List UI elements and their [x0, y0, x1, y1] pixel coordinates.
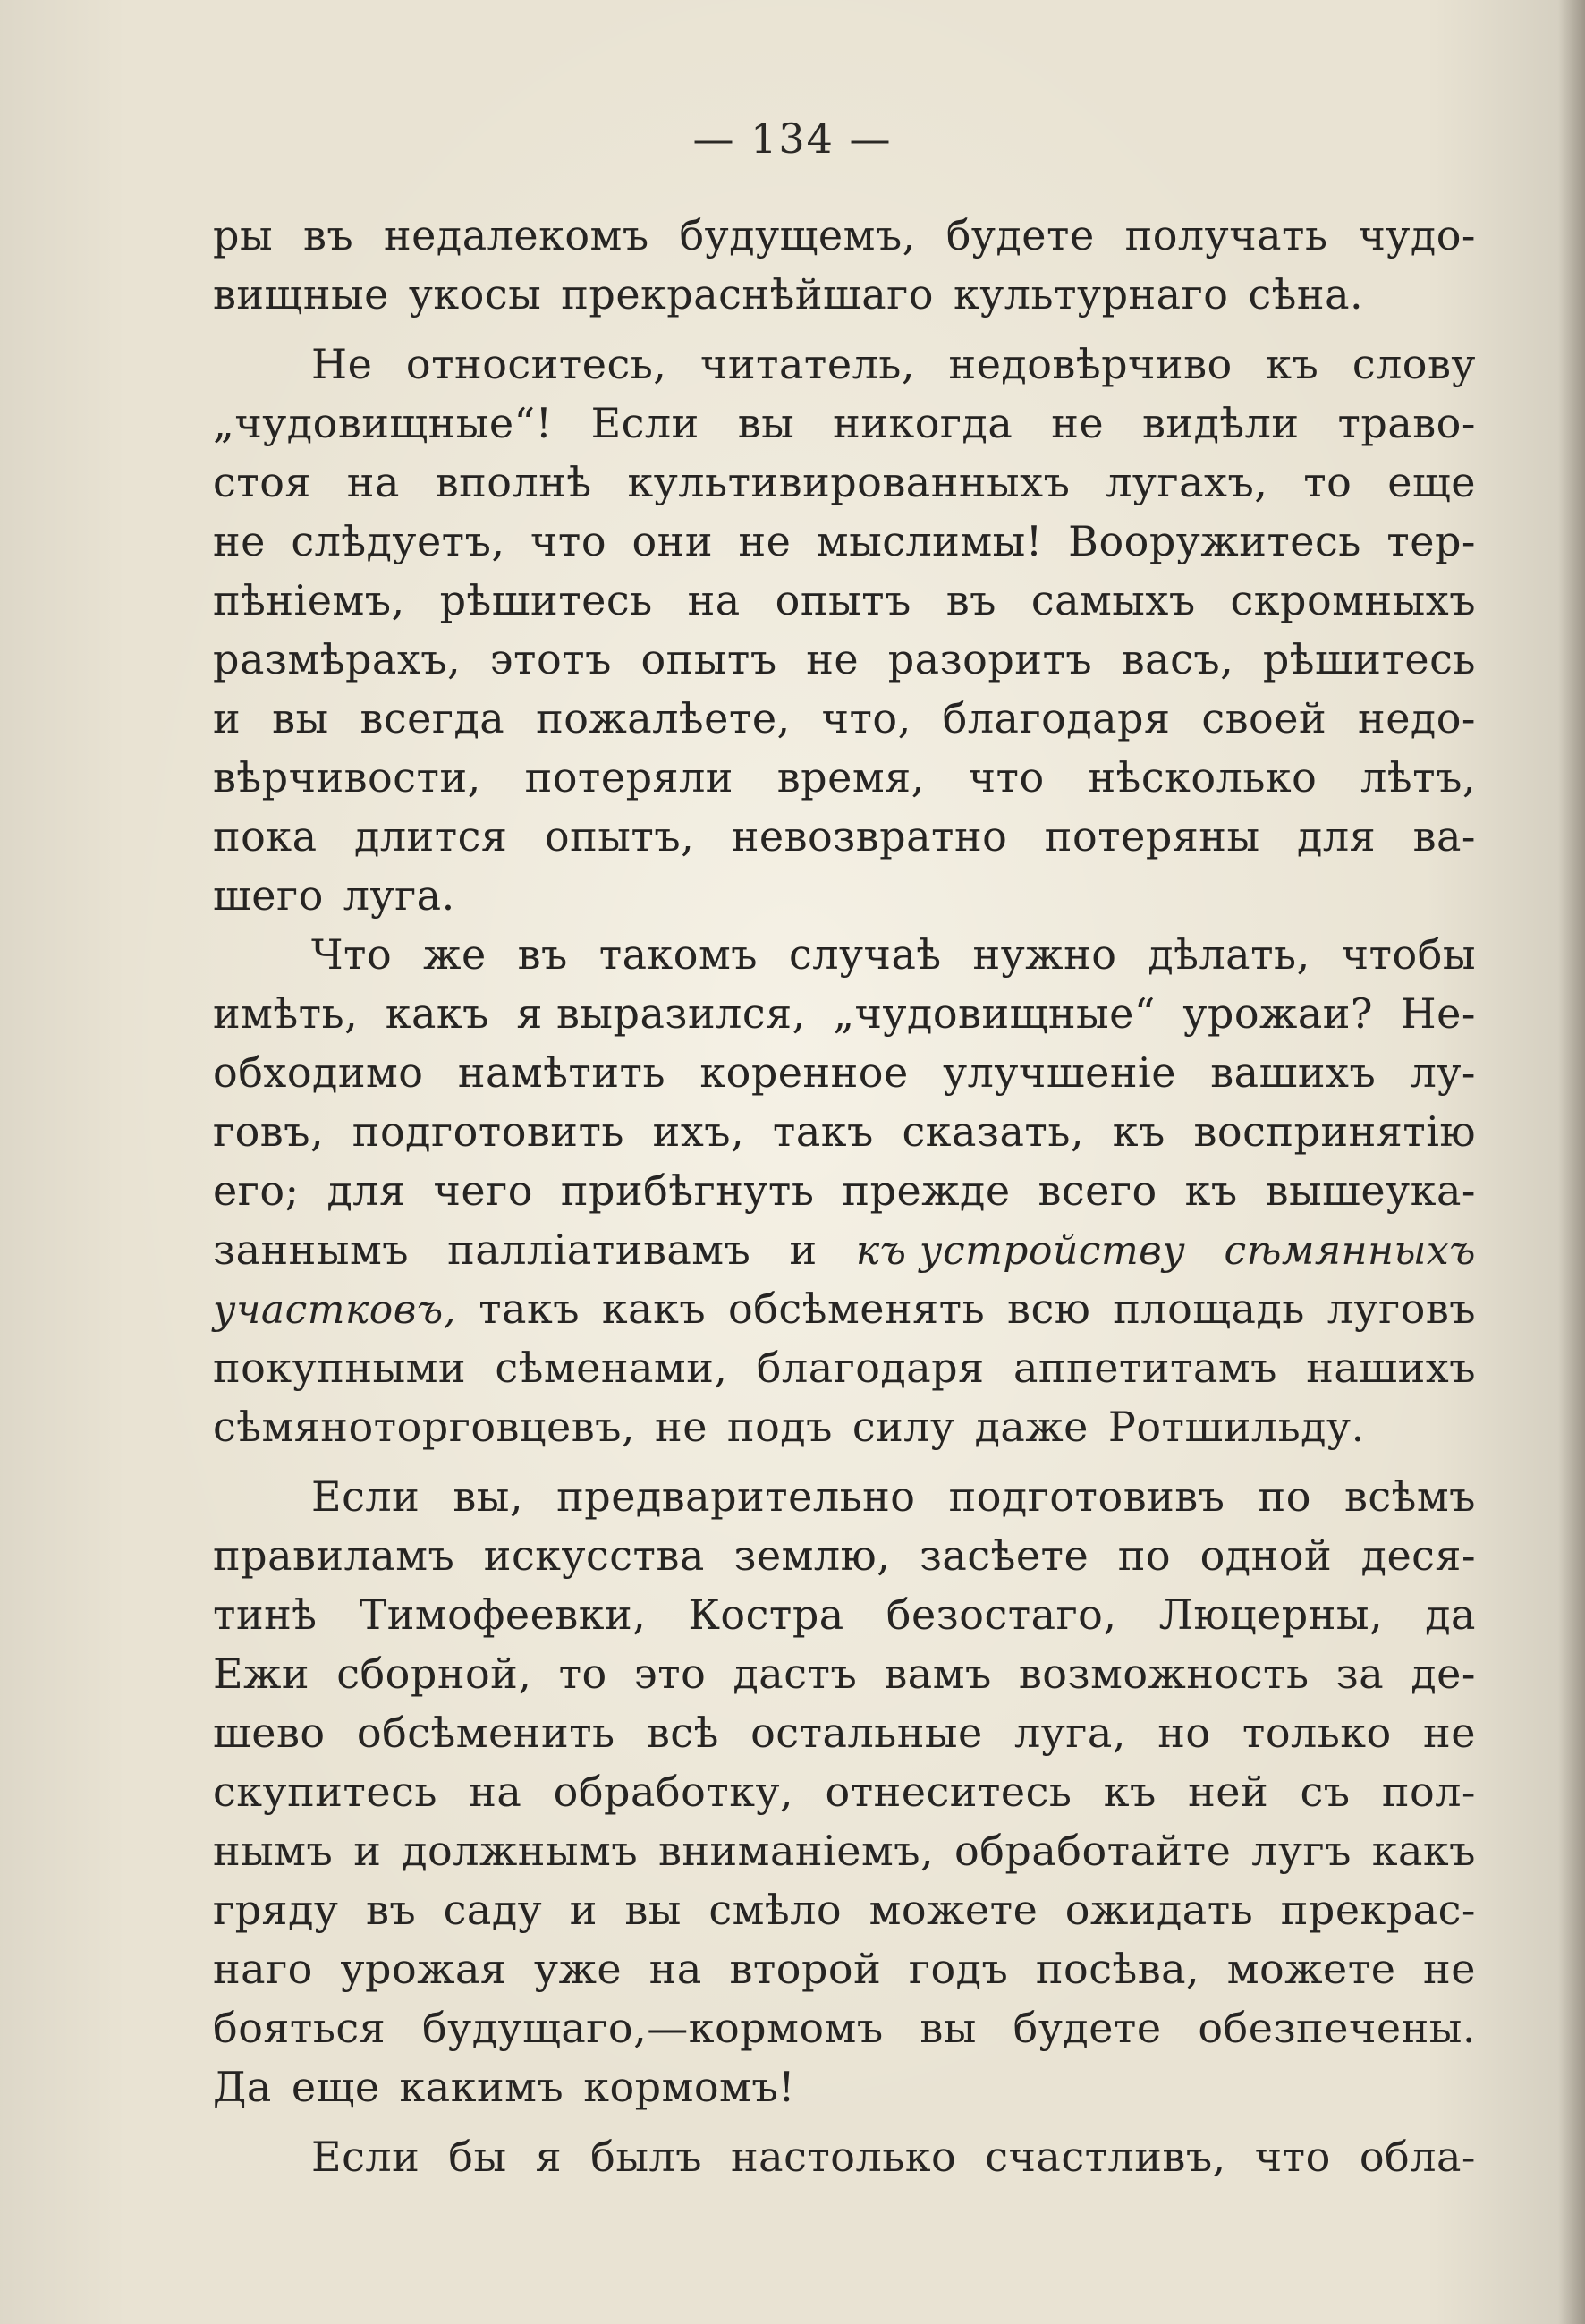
word: такъ: [479, 1285, 580, 1333]
word: скупитесь: [213, 1768, 437, 1816]
word: что: [968, 753, 1045, 802]
word: на: [687, 576, 741, 624]
text-line: [213, 1467, 1476, 1526]
word: должнымъ: [402, 1827, 639, 1875]
word: обсѣменять: [728, 1285, 986, 1333]
word: лугъ: [1251, 1827, 1352, 1875]
word: они: [631, 517, 713, 565]
word: покупными: [213, 1344, 467, 1392]
word: его;: [213, 1166, 300, 1215]
word: обработку,: [553, 1768, 794, 1816]
word: аппетитамъ: [1013, 1344, 1277, 1392]
word: слову: [1352, 340, 1476, 388]
word: искусства: [483, 1531, 705, 1580]
word: невозвратно: [731, 812, 1008, 861]
word: вы,: [453, 1472, 523, 1521]
word: бояться: [213, 2004, 386, 2052]
word: безостаго,: [886, 1590, 1117, 1639]
word: относитесь,: [405, 340, 667, 388]
word: Да: [213, 2063, 272, 2111]
word: урожаи?: [1182, 989, 1374, 1038]
text-line: [213, 748, 1476, 807]
word: какъ: [601, 1285, 707, 1333]
word: уже: [534, 1945, 623, 1993]
word: съ: [1300, 1768, 1351, 1816]
word: для: [326, 1166, 406, 1215]
word: вищные: [213, 270, 389, 318]
text-line: [213, 1279, 1476, 1338]
word: коренное: [699, 1048, 909, 1097]
text-line: [213, 866, 1476, 925]
word: вы: [272, 694, 329, 742]
text-line: [213, 925, 1476, 984]
word: разоритъ: [887, 635, 1093, 683]
text-line: [213, 1220, 1476, 1279]
word: правиламъ: [213, 1531, 455, 1580]
word: видѣли: [1142, 399, 1300, 447]
word: прибѣгнуть: [560, 1166, 815, 1215]
word: еще: [1387, 458, 1476, 506]
word: потеряны: [1044, 812, 1260, 861]
word: всю: [1007, 1285, 1091, 1333]
word: годъ: [908, 1945, 1009, 1993]
word: я выразился,: [516, 989, 806, 1038]
word: тинѣ: [213, 1590, 318, 1639]
word: подъ: [726, 1403, 833, 1451]
text-line: [213, 335, 1476, 394]
word: никогда: [833, 399, 1013, 447]
word: можете: [869, 1886, 1038, 1934]
word: то: [558, 1650, 607, 1698]
word: благодаря: [942, 694, 1171, 742]
word: вы: [920, 2004, 977, 2052]
word: сѣмяноторговцевъ,: [213, 1403, 636, 1451]
word: участковъ,: [213, 1287, 457, 1333]
word: можете: [1226, 1945, 1396, 1993]
word: и: [789, 1226, 818, 1274]
word: это: [633, 1650, 707, 1698]
text-line: [213, 1585, 1476, 1644]
word: не: [655, 1403, 708, 1451]
word: по: [1258, 1472, 1311, 1521]
word: же: [423, 930, 487, 979]
word: шего: [213, 871, 324, 920]
word: всего: [1038, 1166, 1157, 1215]
word: говъ,: [213, 1107, 325, 1156]
word: недовѣрчиво: [948, 340, 1233, 388]
word: Костра: [688, 1590, 844, 1639]
word: опытъ: [775, 576, 911, 624]
word: пока: [213, 812, 318, 861]
word: засѣете: [919, 1531, 1089, 1580]
word: обходимо: [213, 1048, 424, 1097]
word: получать: [1124, 211, 1328, 259]
word: не: [806, 635, 860, 683]
word: мыслимы!: [816, 517, 1043, 565]
text-line: [213, 1644, 1476, 1703]
text-line: [213, 1397, 1476, 1456]
word: размѣрахъ,: [213, 635, 462, 683]
word: Если: [590, 399, 699, 447]
word: улучшеніе: [943, 1048, 1176, 1097]
word: пол-: [1381, 1768, 1476, 1816]
text-line: [213, 630, 1476, 689]
text-line: [213, 689, 1476, 748]
text-line: [213, 1526, 1476, 1585]
word: культурнаго: [953, 270, 1229, 318]
word: „чудовищные“: [833, 989, 1156, 1038]
word: такомъ: [598, 930, 759, 979]
word: на: [469, 1768, 522, 1816]
text-line: [213, 1703, 1476, 1762]
word: на: [648, 1945, 702, 1993]
word: наго: [213, 1945, 313, 1993]
word: намѣтить: [457, 1048, 666, 1097]
text-line: [213, 206, 1476, 265]
word: обсѣменить: [356, 1709, 615, 1757]
word: что: [1254, 2133, 1331, 2181]
word: Ежи: [213, 1650, 310, 1698]
word: недо-: [1358, 694, 1476, 742]
word: но: [1157, 1709, 1211, 1757]
word: нымъ: [213, 1827, 334, 1875]
word: такъ: [772, 1107, 874, 1156]
word: вашихъ: [1210, 1048, 1377, 1097]
word: урожая: [340, 1945, 507, 1993]
word: даже: [974, 1403, 1089, 1451]
word: второй: [729, 1945, 882, 1993]
word: къ: [1266, 340, 1319, 388]
word: въ: [517, 930, 568, 979]
word: пожалѣете,: [536, 694, 791, 742]
word: къ: [1184, 1166, 1238, 1215]
word: луговъ: [1326, 1285, 1476, 1333]
text-line: [213, 1998, 1476, 2057]
word: Тимофеевки,: [359, 1590, 647, 1639]
word: рѣшитесь: [1262, 635, 1476, 683]
word: чтобы: [1341, 930, 1476, 979]
word: предварительно: [556, 1472, 916, 1521]
word: какъ: [385, 989, 489, 1038]
word: „чудовищные“!: [213, 399, 553, 447]
word: какимъ: [399, 2063, 564, 2111]
word: прежде: [842, 1166, 1011, 1215]
word: опытъ: [640, 635, 777, 683]
word: сборной,: [336, 1650, 532, 1698]
word: сѣмянныхъ: [1224, 1228, 1476, 1274]
word: не: [1423, 1945, 1476, 1993]
word: обла-: [1359, 2133, 1476, 2181]
word: ней: [1188, 1768, 1269, 1816]
word: я: [535, 2133, 563, 2181]
word: по: [1117, 1531, 1172, 1580]
word: сѣменами,: [495, 1344, 728, 1392]
word: прекрас-: [1280, 1886, 1476, 1934]
word: на: [346, 458, 400, 506]
word: нашихъ: [1306, 1344, 1476, 1392]
word: всѣмъ: [1344, 1472, 1476, 1521]
word: благодаря: [756, 1344, 985, 1392]
word: за: [1335, 1650, 1385, 1698]
text-line: [213, 1821, 1476, 1880]
word: дѣлать,: [1148, 930, 1310, 979]
word: деся-: [1360, 1531, 1476, 1580]
word: вамъ: [884, 1650, 992, 1698]
text-line: [213, 1161, 1476, 1220]
word: Не: [311, 340, 373, 388]
word: пѣніемъ,: [213, 576, 405, 624]
word: будущаго,—кормомъ: [421, 2004, 884, 2052]
word: стоя: [213, 458, 311, 506]
word: возможность: [1018, 1650, 1310, 1698]
word: и: [569, 1886, 598, 1934]
word: одной: [1199, 1531, 1333, 1580]
text-line: [213, 807, 1476, 866]
word: дастъ: [733, 1650, 858, 1698]
word: былъ: [590, 2133, 702, 2181]
word: время,: [776, 753, 925, 802]
word: шево: [213, 1709, 326, 1757]
word: рѣшитесь: [439, 576, 653, 624]
word: этотъ: [489, 635, 612, 683]
word: какъ: [1371, 1827, 1476, 1875]
word: землю,: [733, 1531, 891, 1580]
word: и: [353, 1827, 382, 1875]
word: Не-: [1400, 989, 1476, 1038]
word: длится: [354, 812, 508, 861]
word: сказать,: [902, 1107, 1085, 1156]
word: саду: [443, 1886, 543, 1934]
word: ры: [213, 211, 274, 259]
word: къ: [1112, 1107, 1165, 1156]
word: не: [1051, 399, 1105, 447]
word: случаѣ: [788, 930, 942, 979]
word: подготовить: [352, 1107, 624, 1156]
word: Если: [311, 1472, 420, 1521]
word: де-: [1411, 1650, 1476, 1698]
word: сѣна.: [1248, 270, 1364, 318]
word: къ устройству: [855, 1228, 1186, 1274]
word: лу-: [1410, 1048, 1476, 1097]
word: вниманіемъ,: [657, 1827, 935, 1875]
text-line: [213, 571, 1476, 630]
word: своей: [1201, 694, 1327, 742]
word: луга,: [1014, 1709, 1126, 1757]
word: въ: [945, 576, 996, 624]
word: тер-: [1386, 517, 1476, 565]
word: не: [738, 517, 792, 565]
word: чудо-: [1358, 211, 1476, 259]
word: что: [530, 517, 607, 565]
word: отнеситесь: [825, 1768, 1072, 1816]
word: къ: [1103, 1768, 1157, 1816]
word: васъ,: [1121, 635, 1234, 683]
word: силу: [852, 1403, 955, 1451]
word: вы: [624, 1886, 682, 1934]
text-line: [213, 512, 1476, 571]
page-number: — 134 —: [692, 115, 893, 163]
word: всѣ: [646, 1709, 719, 1757]
word: да: [1425, 1590, 1476, 1639]
body-text: [213, 206, 1476, 2186]
text-line: [213, 2057, 1476, 2116]
word: нѣсколько: [1088, 753, 1318, 802]
text-line: [213, 265, 1476, 324]
word: траво-: [1337, 399, 1476, 447]
word: для: [1297, 812, 1377, 861]
word: прекраснѣйшаго: [561, 270, 934, 318]
word: Ротшильду.: [1107, 1403, 1365, 1451]
word: скромныхъ: [1230, 576, 1476, 624]
word: что,: [821, 694, 911, 742]
text-line: [213, 1043, 1476, 1102]
word: вышеука-: [1265, 1166, 1476, 1215]
word: имѣть,: [213, 989, 359, 1038]
word: лѣтъ,: [1360, 753, 1476, 802]
word: Что: [311, 930, 393, 979]
word: подготовивъ: [948, 1472, 1225, 1521]
word: заннымъ: [213, 1226, 409, 1274]
word: обработайте: [954, 1827, 1232, 1875]
word: обезпечены.: [1198, 2004, 1476, 2052]
word: гряду: [213, 1886, 339, 1934]
word: будущемъ,: [679, 211, 916, 259]
word: культивированныхъ: [627, 458, 1071, 506]
word: и: [213, 694, 242, 742]
word: будете: [1013, 2004, 1162, 2052]
word: чего: [433, 1166, 533, 1215]
word: будете: [945, 211, 1095, 259]
text-line: [213, 984, 1476, 1043]
word: недалекомъ: [384, 211, 649, 259]
word: не: [213, 517, 266, 565]
word: ихъ,: [652, 1107, 745, 1156]
word: палліативамъ: [447, 1226, 751, 1274]
word: въ: [365, 1886, 417, 1934]
word: то: [1303, 458, 1352, 506]
word: опытъ,: [544, 812, 695, 861]
text-line: [213, 453, 1476, 512]
word: счастливъ,: [985, 2133, 1226, 2181]
word: луга.: [343, 871, 455, 920]
word: вы: [737, 399, 795, 447]
text-line: [213, 1762, 1476, 1821]
word: всегда: [360, 694, 505, 742]
word: самыхъ: [1030, 576, 1196, 624]
word: не: [1423, 1709, 1476, 1757]
word: Люцерны,: [1158, 1590, 1384, 1639]
word: вѣрчивости,: [213, 753, 481, 802]
word: читатель,: [699, 340, 915, 388]
word: только: [1242, 1709, 1392, 1757]
word: смѣло: [708, 1886, 843, 1934]
page-edge-shadow: [1558, 0, 1585, 2324]
word: слѣдуетъ,: [291, 517, 505, 565]
text-line: [213, 2127, 1476, 2186]
text-line: [213, 1102, 1476, 1161]
word: вполнѣ: [435, 458, 592, 506]
word: посѣва,: [1035, 1945, 1200, 1993]
word: Если: [311, 2133, 420, 2181]
word: бы: [448, 2133, 507, 2181]
word: воспринятію: [1193, 1107, 1476, 1156]
word: площадь: [1113, 1285, 1305, 1333]
word: нужно: [972, 930, 1117, 979]
word: ожидать: [1064, 1886, 1254, 1934]
text-line: [213, 1939, 1476, 1998]
word: еще: [291, 2063, 380, 2111]
word: остальные: [750, 1709, 983, 1757]
word: лугахъ,: [1106, 458, 1268, 506]
word: настолько: [731, 2133, 957, 2181]
word: потеряли: [524, 753, 733, 802]
word: укосы: [408, 270, 542, 318]
word: въ: [302, 211, 354, 259]
text-line: [213, 1880, 1476, 1939]
word: Вооружитесь: [1068, 517, 1361, 565]
text-line: [213, 394, 1476, 453]
text-line: [213, 1338, 1476, 1397]
word: ва-: [1412, 812, 1476, 861]
word: кормомъ!: [583, 2063, 796, 2111]
